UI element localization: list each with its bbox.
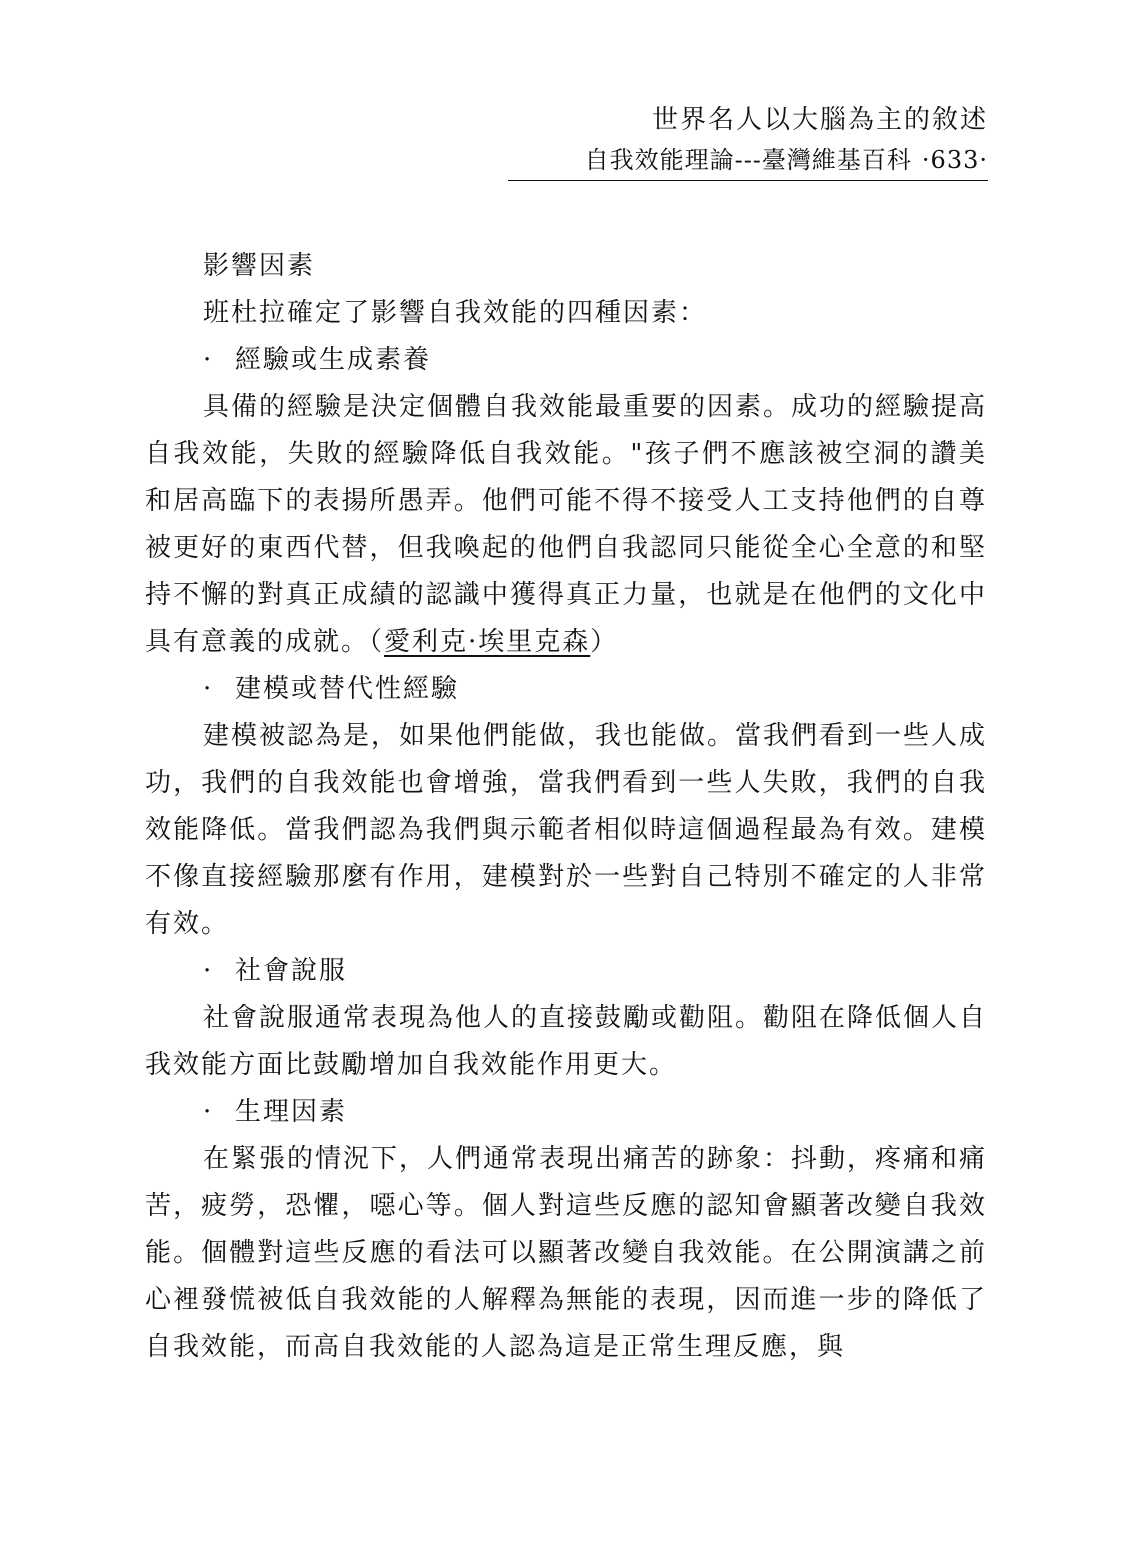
bullet-label: 社會說服 [235, 956, 348, 986]
bullet-dot: · [203, 674, 214, 704]
bullet-label: 建模或替代性經驗 [235, 674, 460, 704]
bullet-dot: · [203, 345, 214, 375]
paragraph-text: 具備的經驗是決定個體自我效能最重要的因素。成功的經驗提高自我效能，失敗的經驗降低自我效能。"孩子們不應該被空洞的讚美和居高臨下的表揚所愚弄。他們可能不得不接受人工支持他們的自尊被更好的東西代替，但我喚起的他們自我認同只能從全心全意的和堅持不懈的對真正成績的認識中獲得真正力量，也就是在他們的文化中具有意義的成就。（ [145, 392, 988, 657]
intro-line: 班杜拉確定了影響自我效能的四種因素： [203, 298, 708, 328]
bullet-item-physiological [145, 1089, 987, 1136]
bullet-item-persuasion [145, 948, 987, 995]
paragraph-modeling: 建模被認為是，如果他們能做，我也能做。當我們看到一些人成功，我們的自我效能也會增強，當我們看到一些人失敗，我們的自我效能降低。當我們認為我們與示範者相似時這個過程最為有效。建模不像直接經驗那麼有作用，建模對於一些對自己特別不確定的人非常有效。 [145, 721, 988, 939]
paragraph-end: ） [590, 627, 619, 657]
erikson-link[interactable]: 愛利克·埃里克森 [384, 627, 591, 657]
paragraph-experience [145, 384, 987, 666]
document-body [145, 243, 987, 1371]
bullet-item-experience [145, 337, 987, 384]
bullet-dot: · [203, 1097, 214, 1127]
bullet-label: 生理因素 [235, 1097, 348, 1127]
header-subtitle-text: 自我效能理論---臺灣維基百科 [584, 146, 912, 174]
section-heading: 影響因素 [203, 251, 316, 281]
header-subtitle [508, 140, 988, 181]
bullet-item-modeling [145, 666, 987, 713]
paragraph-physiological: 在緊張的情況下，人們通常表現出痛苦的跡象：抖動，疼痛和痛苦，疲勞，恐懼，噁心等。個人對這些反應的認知會顯著改變自我效能。個體對這些反應的看法可以顯著改變自我效能。在公開演講之前心裡發慌被低自我效能的人解釋為無能的表現，因而進一步的降低了自我效能，而高自我效能的人認為這是正常生理反應，與 [145, 1144, 988, 1362]
page-number: ·633· [921, 146, 988, 174]
paragraph-persuasion: 社會說服通常表現為他人的直接鼓勵或勸阻。勸阻在降低個人自我效能方面比鼓勵增加自我效能作用更大。 [145, 1003, 988, 1080]
bullet-dot: · [203, 956, 214, 986]
page-header [508, 100, 988, 181]
header-title: 世界名人以大腦為主的敘述 [651, 105, 988, 135]
bullet-label: 經驗或生成素養 [235, 345, 432, 375]
